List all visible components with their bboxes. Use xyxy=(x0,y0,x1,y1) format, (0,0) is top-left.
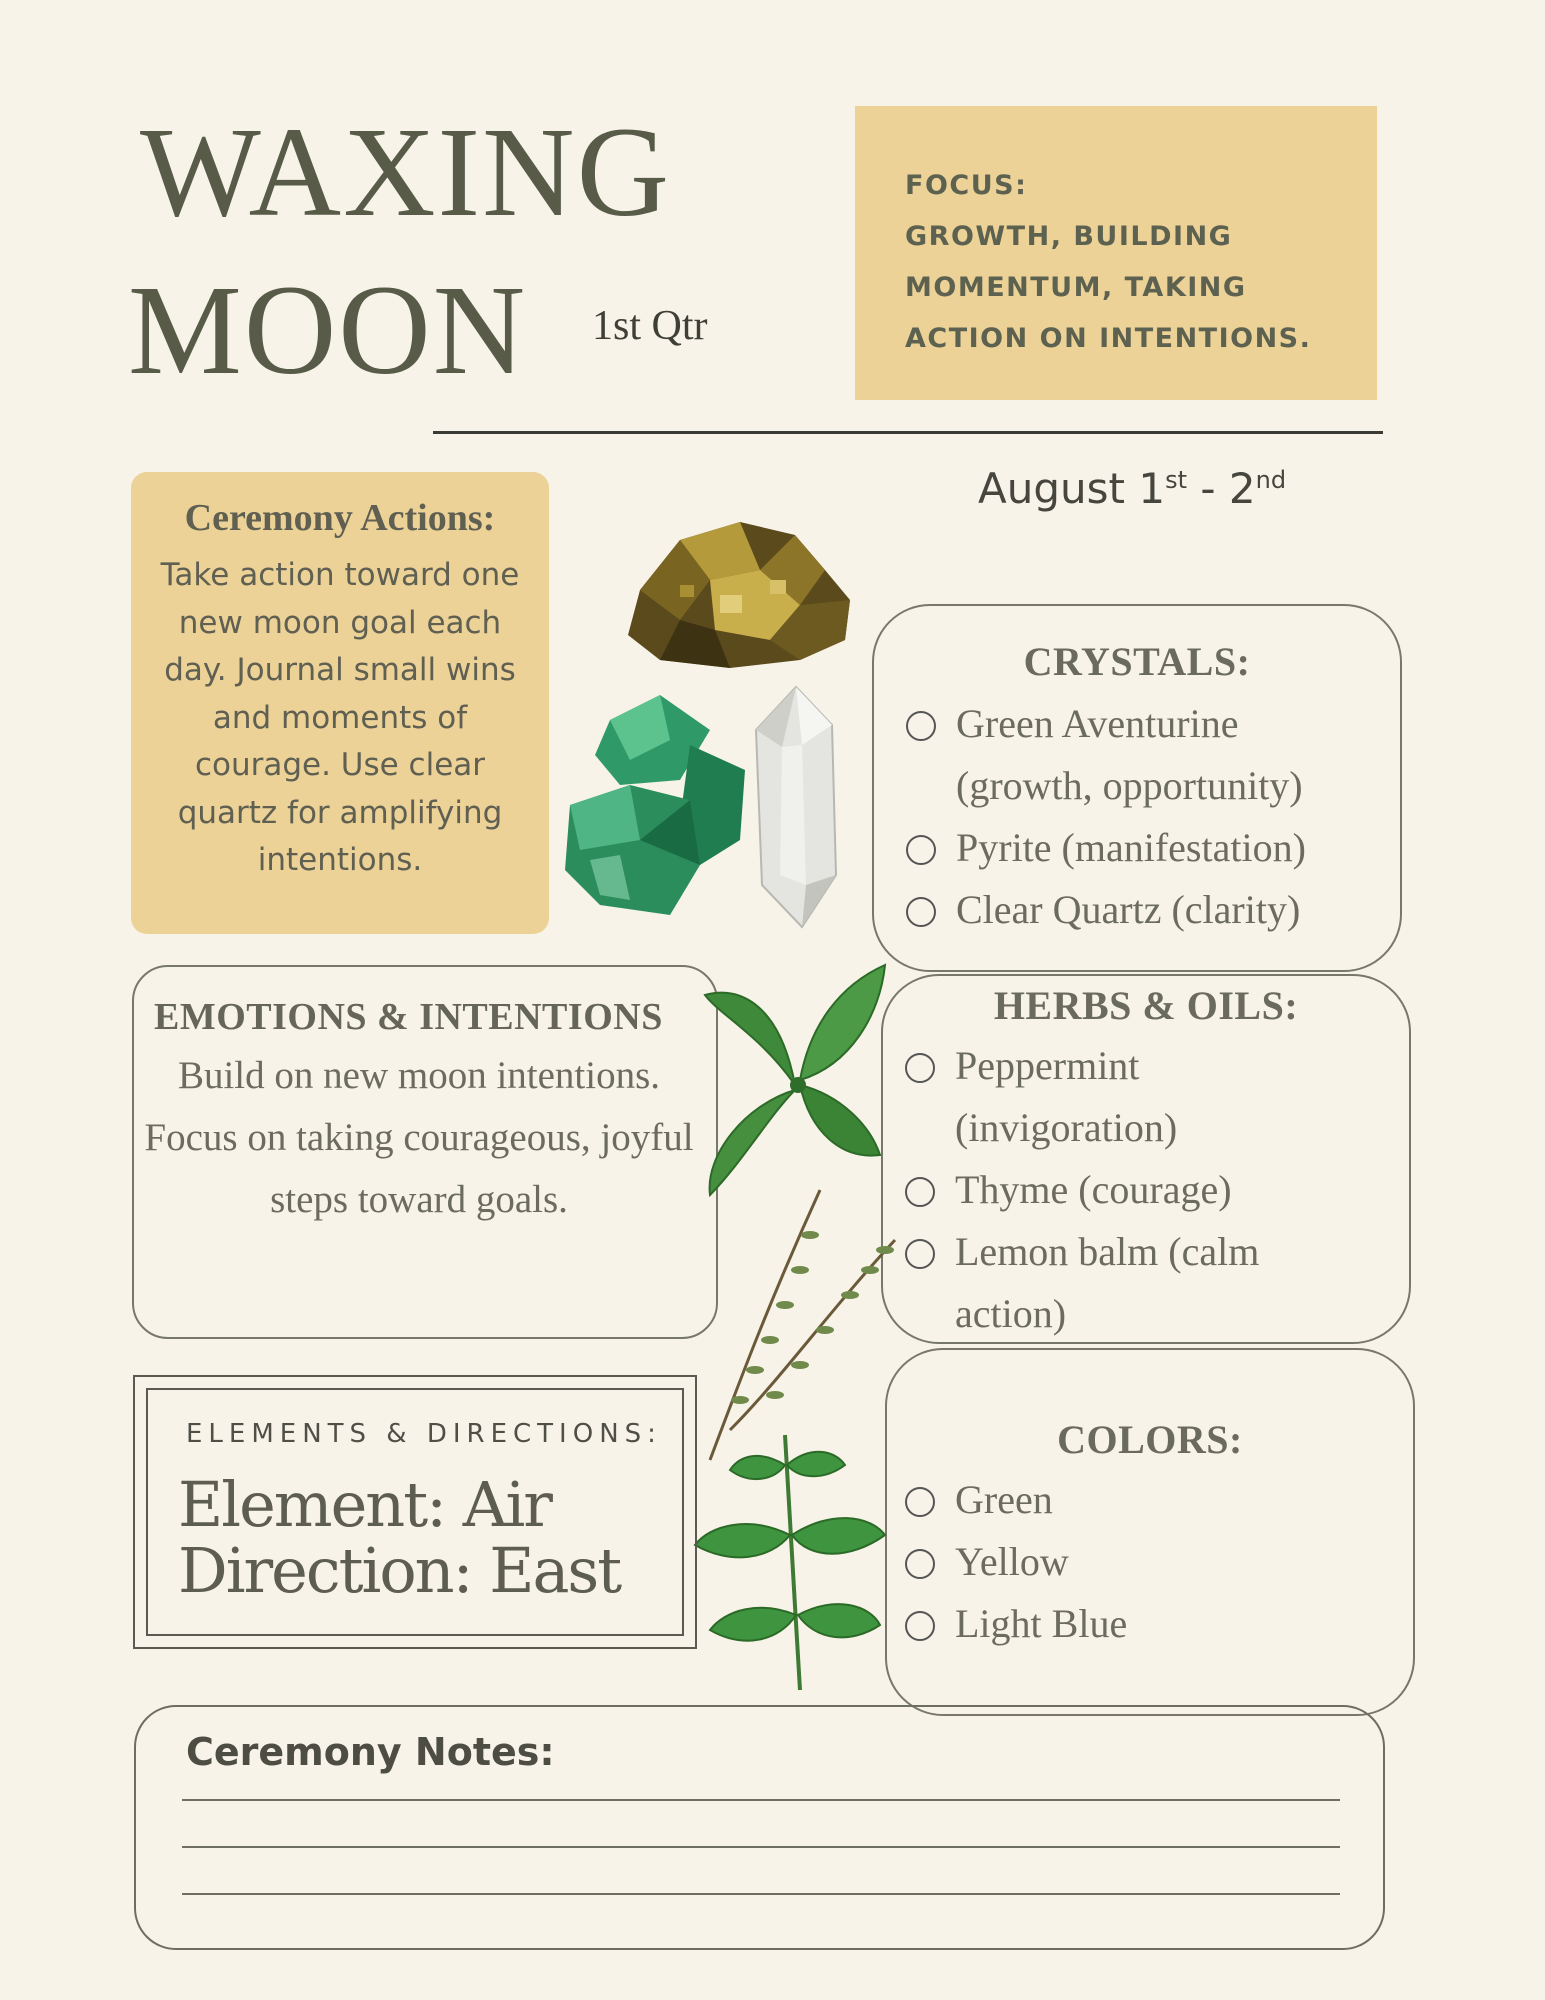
crystal-item-label: Green Aventurine (growth, opportunity) xyxy=(956,701,1303,808)
title-line-1: WAXING xyxy=(140,101,671,243)
herb-item-label: Lemon balm (calm action) xyxy=(955,1229,1260,1336)
checkbox-circle-icon[interactable] xyxy=(905,1611,935,1641)
focus-text-line: GROWTH, BUILDING xyxy=(905,221,1233,252)
herb-item[interactable] xyxy=(905,1035,1285,1159)
checkbox-circle-icon[interactable] xyxy=(905,1053,935,1083)
herb-item-label: Thyme (courage) xyxy=(955,1167,1232,1212)
ceremony-notes-title: Ceremony Notes: xyxy=(186,1730,555,1774)
emotions-intentions-box xyxy=(132,965,718,1339)
date-range xyxy=(978,464,1286,513)
herb-item-label: Peppermint (invigoration) xyxy=(955,1043,1178,1150)
checkbox-circle-icon[interactable] xyxy=(905,1549,935,1579)
crystals-box xyxy=(872,604,1402,972)
lemon-balm-image xyxy=(690,1425,890,1695)
colors-title: COLORS: xyxy=(1057,1417,1243,1462)
checkbox-circle-icon[interactable] xyxy=(905,1177,935,1207)
colors-list xyxy=(905,1469,1305,1655)
focus-text-line: ACTION ON INTENTIONS. xyxy=(905,323,1312,354)
date-end: 2 xyxy=(1228,464,1256,513)
color-item-label: Yellow xyxy=(955,1539,1069,1584)
checkbox-circle-icon[interactable] xyxy=(906,711,936,741)
colors-box xyxy=(885,1348,1415,1716)
checkbox-circle-icon[interactable] xyxy=(905,1487,935,1517)
clear-quartz-image xyxy=(752,685,840,930)
element-value: Element: Air xyxy=(178,1468,551,1541)
thyme-image xyxy=(700,1180,900,1465)
ceremony-actions-body: Take action toward one new moon goal each day. Journal small wins and moments of courage. Use clear quartz for amplifying intentions. xyxy=(160,557,520,878)
emotions-intentions-body: Build on new moon intentions. Focus on taking courageous, joyful steps toward goals. xyxy=(144,1054,694,1221)
focus-box xyxy=(855,106,1377,400)
herb-item[interactable] xyxy=(905,1159,1285,1221)
pyrite-crystal-image xyxy=(620,510,856,670)
focus-heading: FOCUS: xyxy=(905,170,1028,201)
peppermint-image xyxy=(700,955,890,1200)
crystal-item-label: Pyrite (manifestation) xyxy=(956,825,1306,870)
checkbox-circle-icon[interactable] xyxy=(905,1239,935,1269)
checkbox-circle-icon[interactable] xyxy=(906,835,936,865)
emotions-intentions-title: EMOTIONS & INTENTIONS xyxy=(154,996,663,1038)
crystal-item[interactable] xyxy=(906,817,1366,879)
notes-line[interactable] xyxy=(182,1893,1340,1895)
notes-line[interactable] xyxy=(182,1799,1340,1801)
crystals-list xyxy=(906,693,1366,941)
title-line-2: MOON xyxy=(128,259,528,401)
herbs-oils-title: HERBS & OILS: xyxy=(993,983,1299,1028)
color-item-label: Green xyxy=(955,1477,1053,1522)
herbs-oils-box xyxy=(881,974,1411,1344)
checkbox-circle-icon[interactable] xyxy=(906,897,936,927)
green-aventurine-image xyxy=(560,690,755,920)
header-divider xyxy=(433,431,1383,434)
date-dash: - xyxy=(1200,464,1216,513)
crystal-item[interactable] xyxy=(906,693,1366,817)
herbs-list xyxy=(905,1035,1285,1345)
elements-directions-title: ELEMENTS & DIRECTIONS: xyxy=(186,1419,662,1449)
color-item-label: Light Blue xyxy=(955,1601,1128,1646)
notes-line[interactable] xyxy=(182,1846,1340,1848)
ceremony-actions-title: Ceremony Actions: xyxy=(184,497,496,539)
crystal-item[interactable] xyxy=(906,879,1366,941)
date-end-suffix: nd xyxy=(1255,466,1287,494)
date-month: August xyxy=(978,464,1125,513)
herb-item[interactable] xyxy=(905,1221,1285,1345)
phase-label: 1st Qtr xyxy=(592,303,708,349)
color-item[interactable] xyxy=(905,1469,1305,1531)
color-item[interactable] xyxy=(905,1531,1305,1593)
ceremony-actions-box xyxy=(131,472,549,934)
crystals-title: CRYSTALS: xyxy=(1023,639,1251,684)
date-start: 1 xyxy=(1138,464,1166,513)
focus-text-line: MOMENTUM, TAKING xyxy=(905,272,1247,303)
direction-value: Direction: East xyxy=(178,1534,621,1607)
date-start-suffix: st xyxy=(1165,466,1187,494)
color-item[interactable] xyxy=(905,1593,1305,1655)
crystal-item-label: Clear Quartz (clarity) xyxy=(956,887,1301,932)
